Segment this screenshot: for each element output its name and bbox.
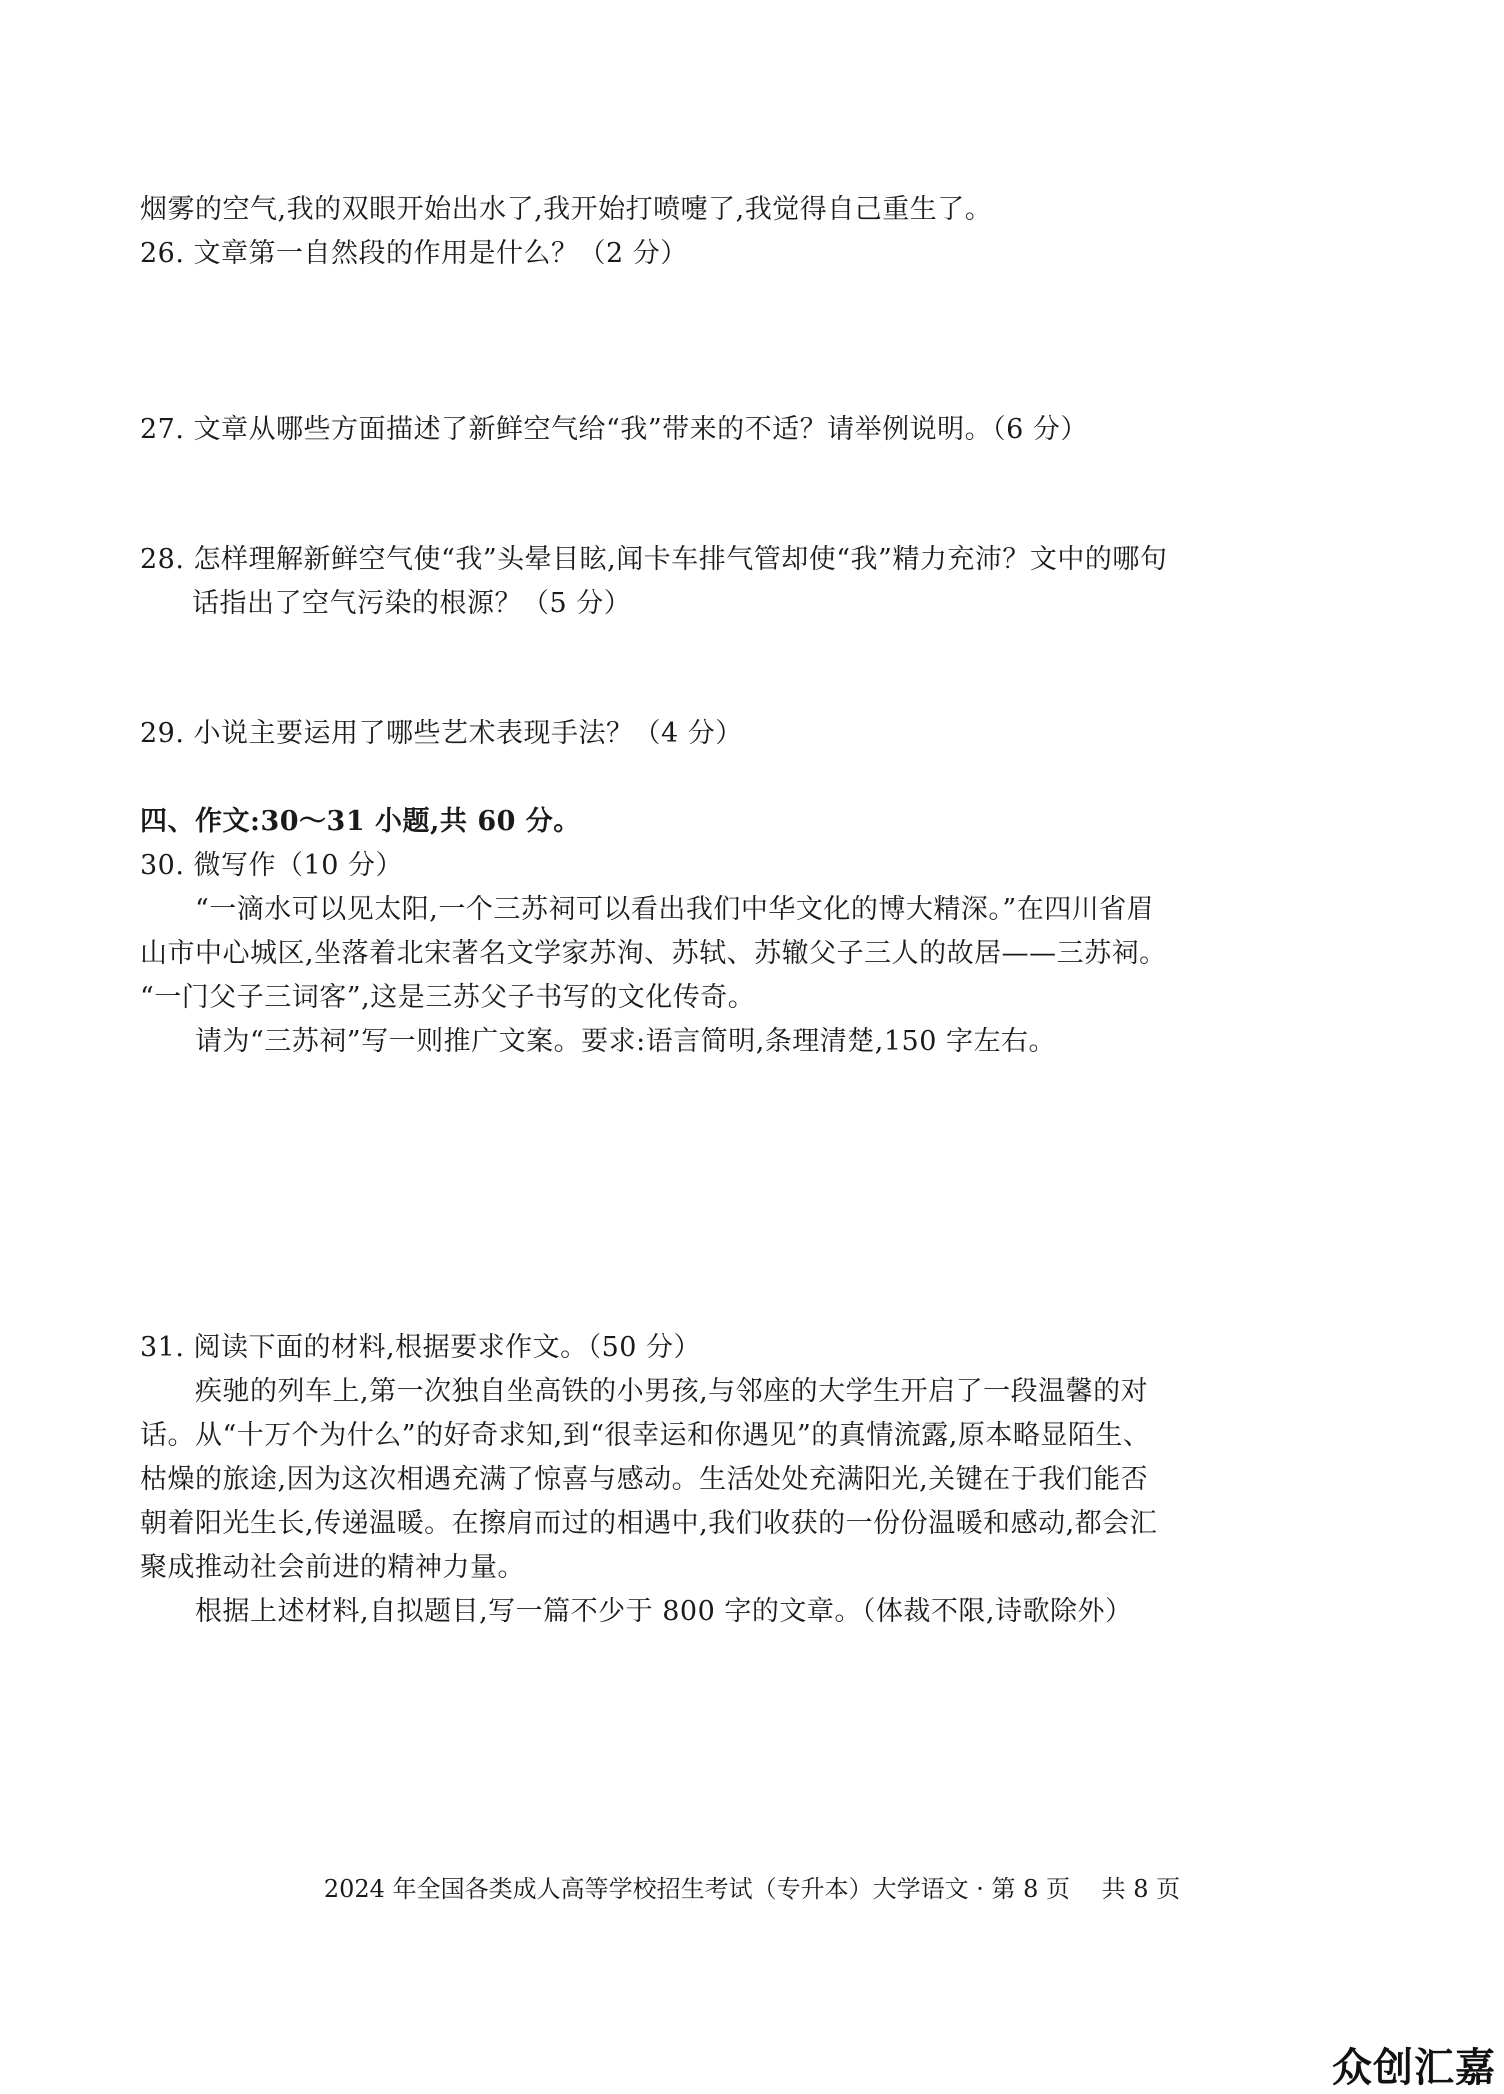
question-30-requirement: 请为“三苏祠”写一则推广文案。要求:语言简明,条理清楚,150 字左右。: [195, 1026, 1056, 1057]
question-31-requirement: 根据上述材料,自拟题目,写一篇不少于 800 字的文章。（体裁不限,诗歌除外）: [195, 1596, 1133, 1627]
question-30: 30. 微写作（10 分）: [140, 850, 403, 881]
question-31: 31. 阅读下面的材料,根据要求作文。（50 分）: [140, 1332, 702, 1363]
question-31-material-line-5: 聚成推动社会前进的精神力量。: [140, 1552, 525, 1583]
question-28-line-1: 28. 怎样理解新鲜空气使“我”头晕目眩,闻卡车排气管却使“我”精力充沛？文中的哪句: [140, 544, 1168, 575]
passage-continuation-line: 烟雾的空气,我的双眼开始出水了,我开始打喷嚏了,我觉得自己重生了。: [140, 194, 993, 225]
question-30-material-line-1: “一滴水可以见太阳,一个三苏祠可以看出我们中华文化的博大精深。”在四川省眉: [195, 894, 1155, 925]
page-footer: 2024 年全国各类成人高等学校招生考试（专升本）大学语文 · 第 8 页 共 8 页: [323, 1875, 1181, 1903]
question-26: 26. 文章第一自然段的作用是什么？（2 分）: [140, 238, 688, 269]
question-29: 29. 小说主要运用了哪些艺术表现手法？（4 分）: [140, 718, 743, 749]
watermark-logo: 众创汇嘉: [1332, 2045, 1496, 2091]
question-30-material-line-2: 山市中心城区,坐落着北宋著名文学家苏洵、苏轼、苏辙父子三人的故居——三苏祠。: [140, 938, 1167, 969]
question-27: 27. 文章从哪些方面描述了新鲜空气给“我”带来的不适？请举例说明。（6 分）: [140, 414, 1088, 445]
question-30-material-line-3: “一门父子三词客”,这是三苏父子书写的文化传奇。: [140, 982, 756, 1013]
question-28-line-2: 话指出了空气污染的根源？（5 分）: [192, 588, 632, 619]
question-31-material-line-3: 枯燥的旅途,因为这次相遇充满了惊喜与感动。生活处处充满阳光,关键在于我们能否: [140, 1464, 1149, 1495]
question-31-material-line-2: 话。从“十万个为什么”的好奇求知,到“很幸运和你遇见”的真情流露,原本略显陌生、: [140, 1420, 1151, 1451]
question-31-material-line-1: 疾驰的列车上,第一次独自坐高铁的小男孩,与邻座的大学生开启了一段温馨的对: [195, 1376, 1149, 1407]
question-31-material-line-4: 朝着阳光生长,传递温暖。在擦肩而过的相遇中,我们收获的一份份温暖和感动,都会汇: [140, 1508, 1158, 1539]
section-heading-composition: 四、作文:30～31 小题,共 60 分。: [140, 806, 581, 837]
